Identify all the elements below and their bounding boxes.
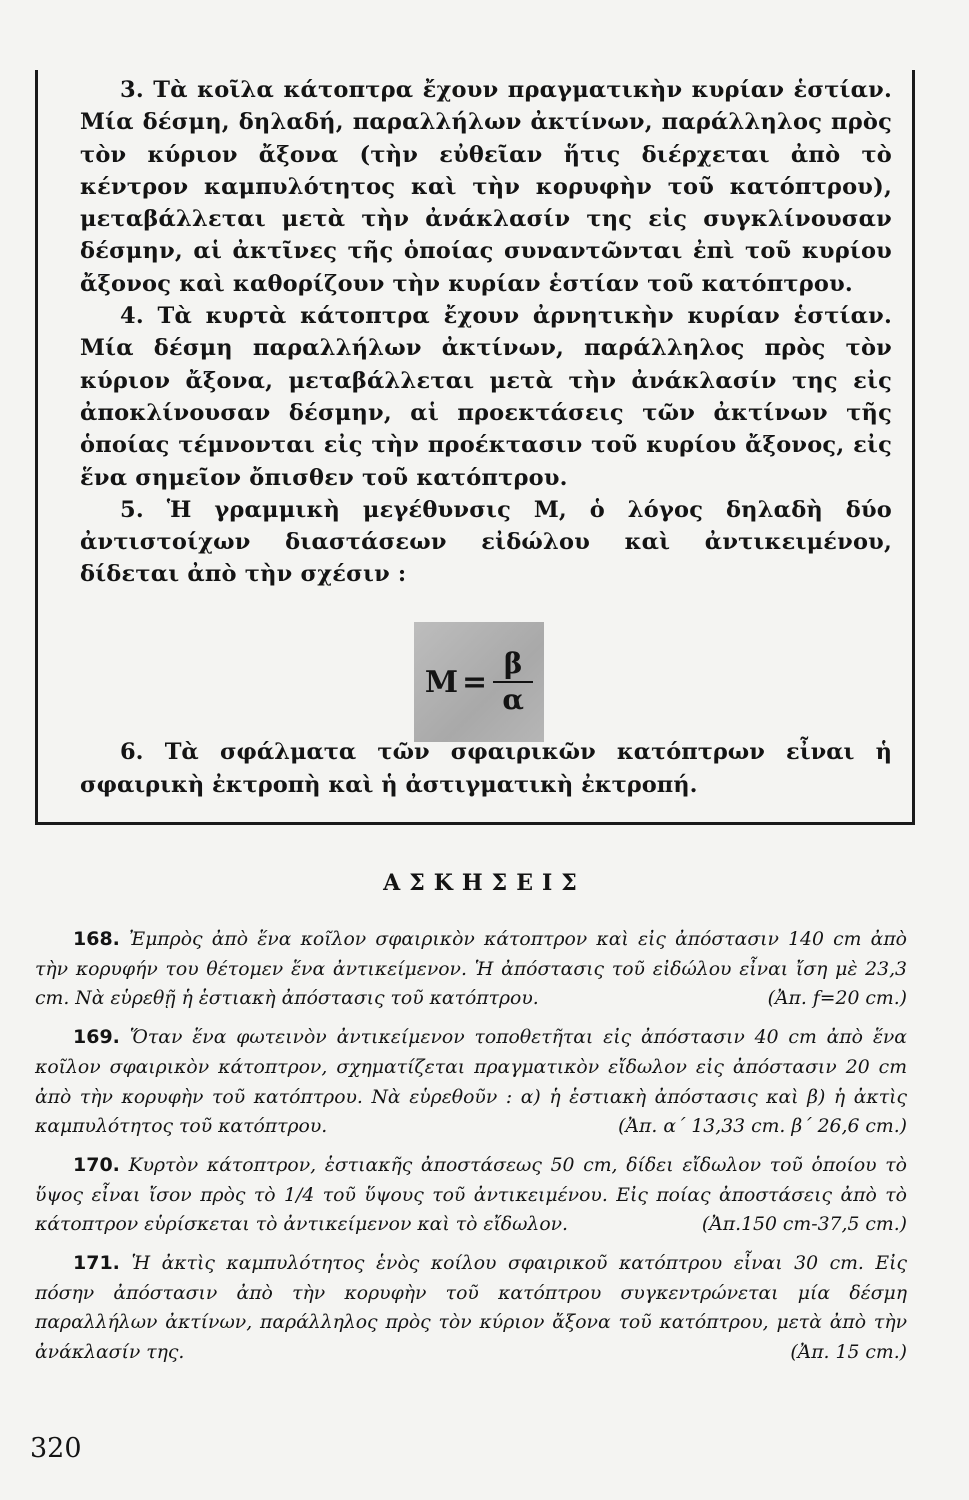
exercise-171: [35, 1249, 907, 1368]
formula-fraction: [493, 647, 533, 717]
formula-denominator: α: [502, 683, 524, 716]
page-number: 320: [30, 1433, 82, 1464]
exercise-text: Κυρτὸν κάτοπτρον, ἑστιακῆς ἀποστάσεως 50 cm, δίδει εἴδωλον τοῦ ὁποίου τὸ ὕψος εἶναι ἴσον πρὸς τὸ 1/4 τοῦ ὕψους τοῦ ἀντικειμένου. Εἰς ποίας ἀποστάσεις ἀπὸ τὸ κάτοπτρον εὑρίσκεται τὸ ἀντικείμενον καὶ τὸ εἴδωλον.: [35, 1154, 907, 1236]
exercise-answer: (Ἀπ. f=20 cm.): [767, 988, 907, 1010]
summary-item-6: 6. Τὰ σφάλματα τῶν σφαιρικῶν κατόπτρων εἶναι ἡ σφαιρικὴ ἐκτροπὴ καὶ ἡ ἀστιγματικὴ ἐκτροπή.: [80, 739, 892, 798]
summary-item-5: 5. Ἡ γραμμικὴ μεγέθυνσις Μ, ὁ λόγος δηλαδὴ δύο ἀντιστοίχων διαστάσεων εἰδώλου καὶ ἀντικειμένου, δίδεται ἀπὸ τὴν σχέσιν :: [80, 496, 892, 588]
exercise-answer: (Ἀπ. α΄ 13,33 cm. β΄ 26,6 cm.): [618, 1116, 907, 1138]
exercise-number: 169.: [73, 1026, 120, 1049]
summary-item-3: 3. Τὰ κοῖλα κάτοπτρα ἔχουν πραγματικὴν κυρίαν ἑστίαν. Μία δέσμη, δηλαδή, παραλλήλων ἀκτίνων, παράλληλος πρὸς τὸν κύριον ἄξονα (τὴν εὐθεῖαν ἥτις διέρχεται ἀπὸ τὸ κέντρον καμπυλότητος καὶ τὴν κορυφὴν τοῦ κατόπτρου), μεταβάλλεται μετὰ τὴν ἀνάκλασίν της εἰς συγκλίνουσαν δέσμην, αἱ ἀκτῖνες τῆς ὁποίας συναντῶνται ἐπὶ τοῦ κυρίου ἄξονος καὶ καθορίζουν τὴν κυρίαν ἑστίαν τοῦ κατόπτρου.: [80, 77, 892, 297]
exercise-number: 170.: [73, 1153, 120, 1176]
summary-text: [80, 74, 892, 591]
formula: [425, 647, 533, 717]
summary-item-4: 4. Τὰ κυρτὰ κάτοπτρα ἔχουν ἀρνητικὴν κυρίαν ἑστίαν. Μία δέσμη παραλλήλων ἀκτίνων, παράλληλος πρὸς τὸν κύριον ἄξονα, μεταβάλλεται μετὰ τὴν ἀνάκλασίν της εἰς ἀποκλίνουσαν δέσμην, αἱ προεκτάσεις τῶν ἀκτίνων τῆς ὁποίας τέμνονται εἰς τὴν προέκτασιν τοῦ κυρίου ἄξονος, εἰς ἕνα σημεῖον ὄπισθεν τοῦ κατόπτρου.: [80, 303, 892, 491]
summary-tail: [80, 736, 892, 802]
exercise-list: [35, 925, 907, 1377]
formula-numerator: β: [503, 647, 523, 680]
exercise-168: [35, 925, 907, 1014]
exercise-number: 171.: [73, 1252, 120, 1275]
exercise-text: Ὅταν ἕνα φωτεινὸν ἀντικείμενον τοποθετῆται εἰς ἀπόστασιν 40 cm ἀπὸ ἕνα κοῖλον σφαιρικὸν κάτοπτρον, σχηματίζεται πραγματικὸν εἴδωλον εἰς ἀπόστασιν 20 cm ἀπὸ τὴν κορυφὴν τοῦ κατόπτρου. Νὰ εὑρεθοῦν : α) ἡ ἑστιακὴ ἀπόστασις καὶ β) ἡ ἀκτὶς καμπυλότητος τοῦ κατόπτρου.: [35, 1027, 907, 1138]
exercise-170: [35, 1151, 907, 1240]
exercise-number: 168.: [73, 928, 120, 950]
exercise-text: Ἡ ἀκτὶς καμπυλότητος ἑνὸς κοίλου σφαιρικοῦ κατόπτρου εἶναι 30 cm. Εἰς πόσην ἀπόστασιν ἀπὸ τὴν κορυφὴν τοῦ κατόπτρου συγκεντρώνεται μία δέσμη παραλλήλων ἀκτίνων, παράλληλος πρὸς τὸν κύριον ἄξονα τοῦ κατόπτρου, μετὰ ἀπὸ τὴν ἀνάκλασίν της.: [35, 1253, 907, 1364]
magnification-formula: [414, 622, 544, 742]
exercise-answer: (Ἀπ. 15 cm.): [790, 1342, 907, 1364]
formula-equals: =: [462, 664, 488, 700]
exercise-answer: (Ἀπ.150 cm-37,5 cm.): [701, 1214, 907, 1236]
exercise-169: [35, 1023, 907, 1142]
section-heading: ΑΣΚΗΣΕΙΣ: [383, 870, 586, 896]
formula-lhs: Μ: [424, 664, 459, 700]
exercise-text: Ἐμπρὸς ἀπὸ ἕνα κοῖλον σφαιρικὸν κάτοπτρον καὶ εἰς ἀπόστασιν 140 cm ἀπὸ τὴν κορυφήν του θέτομεν ἕνα ἀντικείμενον. Ἡ ἀπόστασις τοῦ εἰδώλου εἶναι ἴση μὲ 23,3 cm. Νὰ εὑρεθῇ ἡ ἑστιακὴ ἀπόστασις τοῦ κατόπτρου.: [35, 929, 907, 1010]
